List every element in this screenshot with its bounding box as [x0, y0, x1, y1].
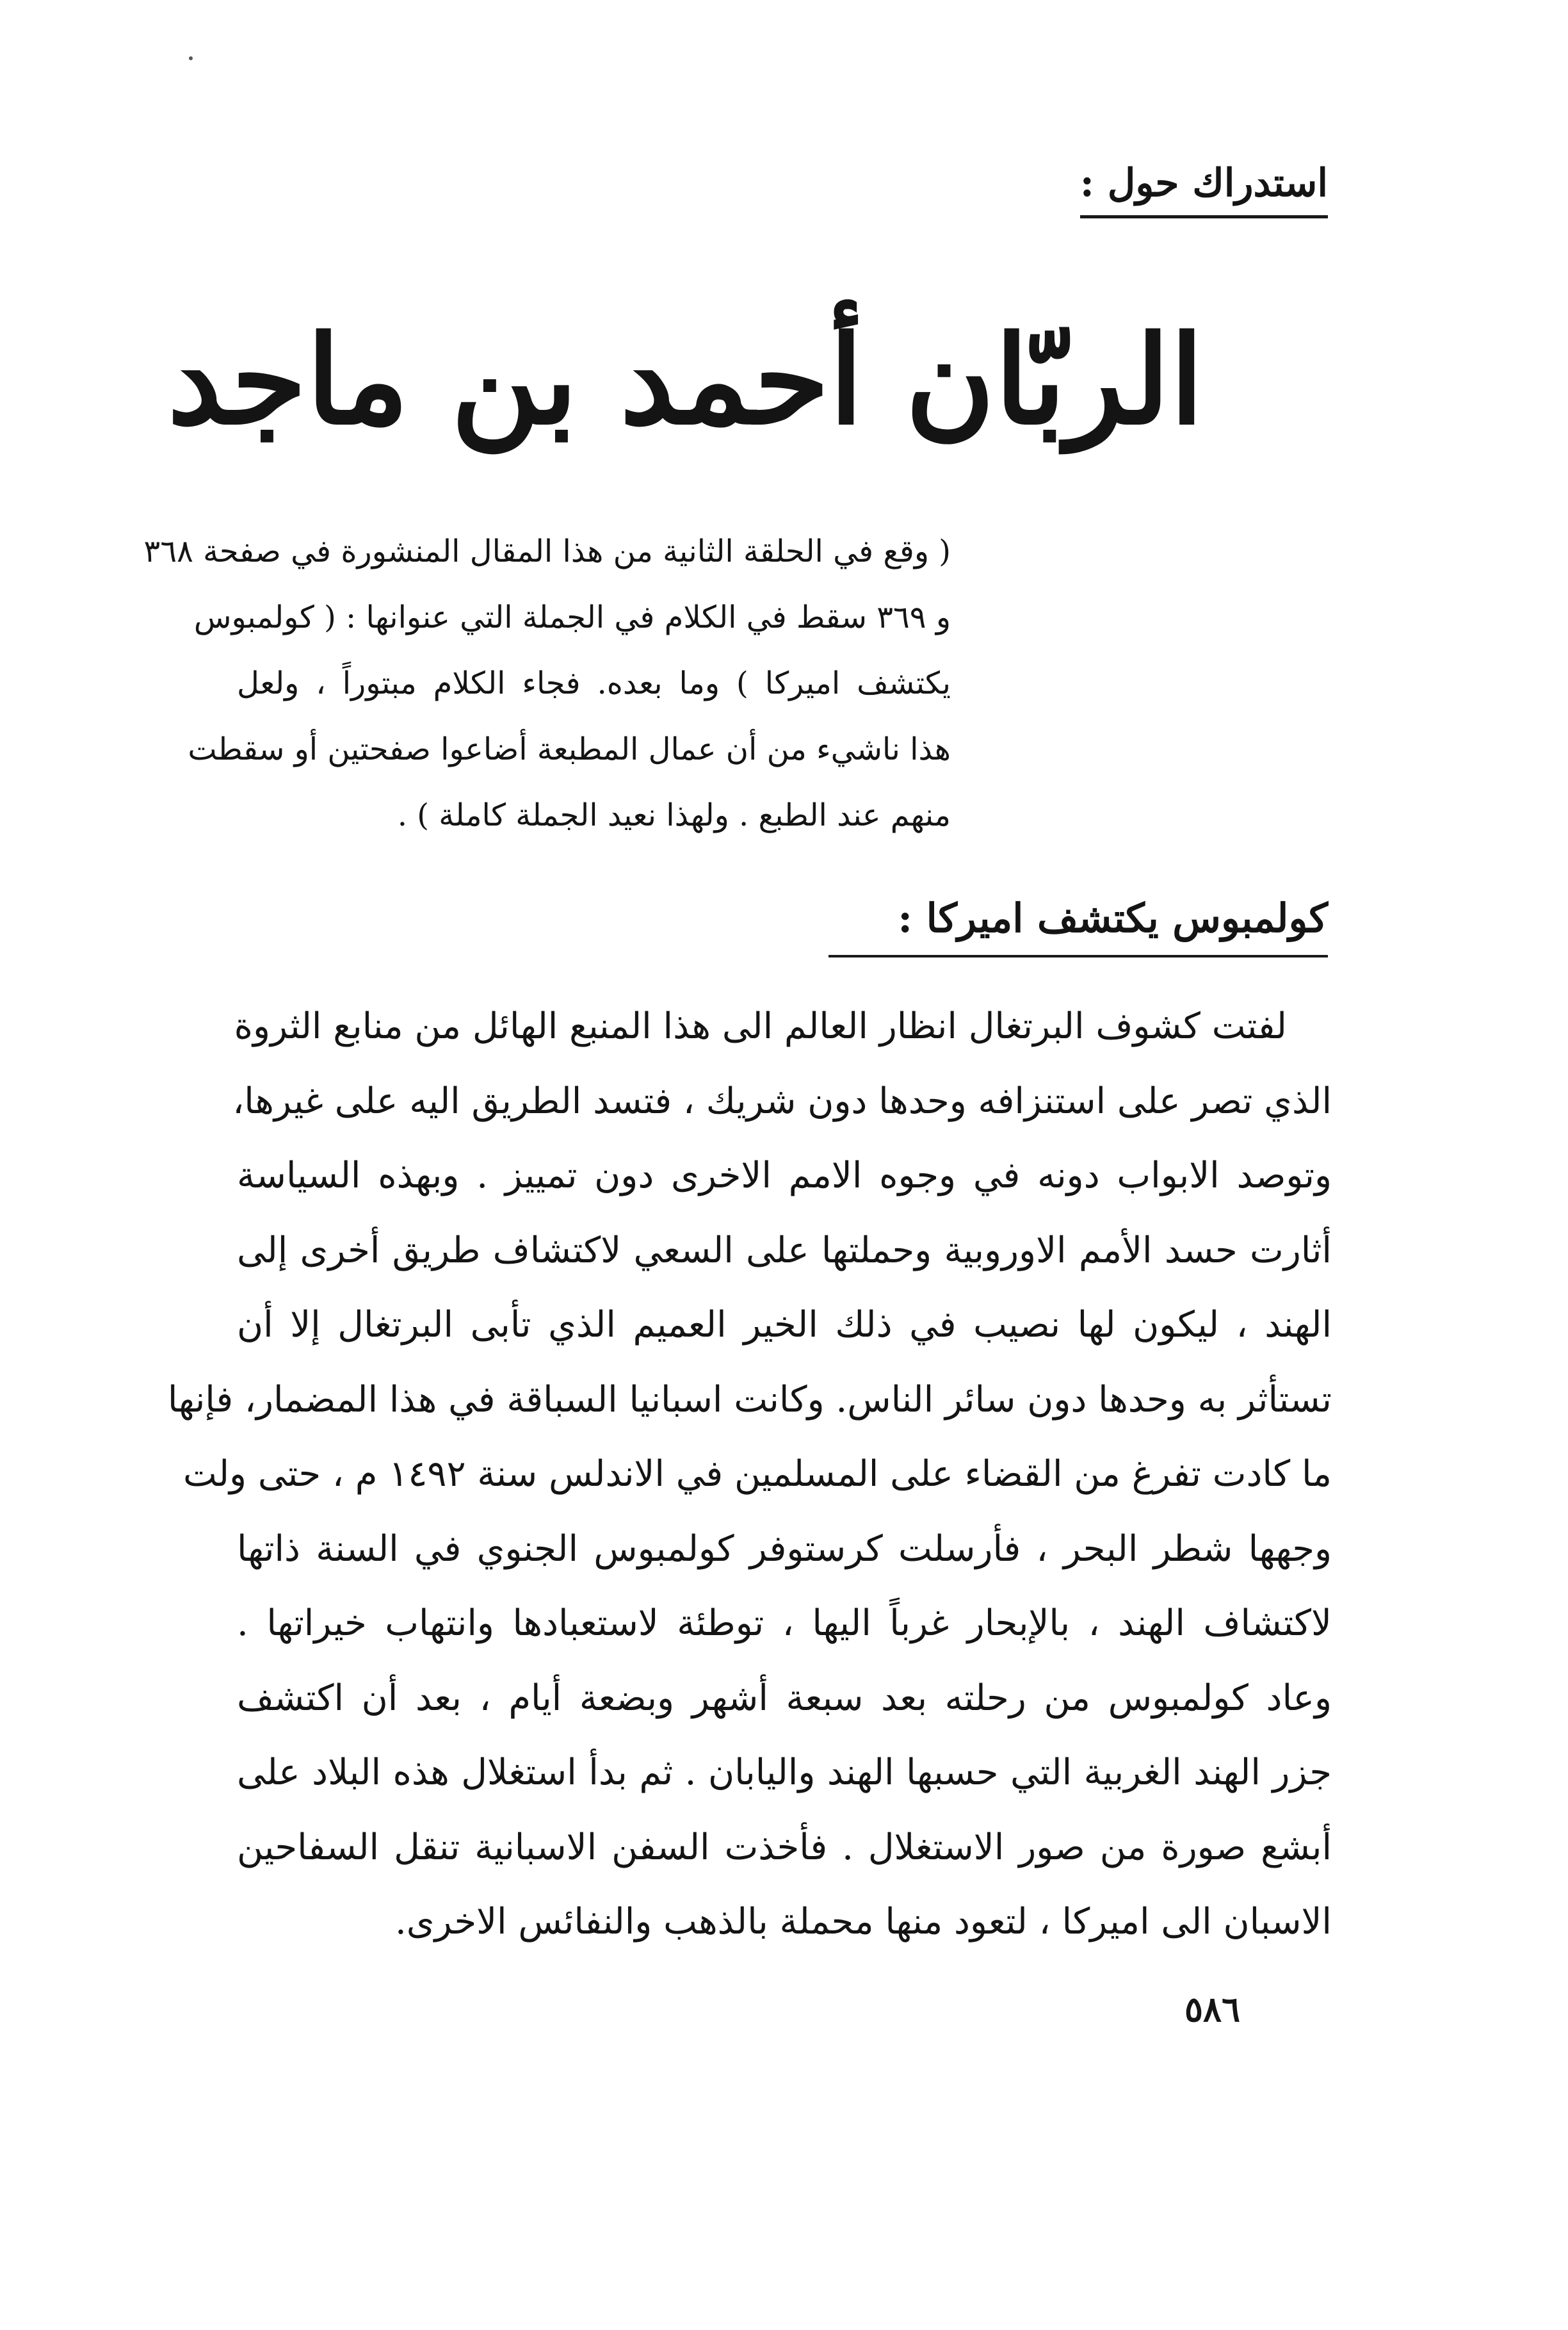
- body-paragraph: [167, 990, 1332, 1960]
- article-title: الربّان أحمد بن ماجد: [167, 309, 1204, 452]
- note-line: منهم عند الطبع . ولهذا نعيد الجملة كاملة ) .: [397, 797, 951, 833]
- body-line: الاسبان الى اميركا ، لتعود منها محملة بالذهب والنفائس الاخرى.: [394, 1901, 1332, 1943]
- body-line: وعاد كولمبوس من رحلته بعد سبعة أشهر وبضعة أيام ، بعد أن اكتشف: [237, 1677, 1332, 1719]
- scan-speck: [189, 56, 193, 60]
- body-line: وتوصد الابواب دونه في وجوه الامم الاخرى دون تمييز . وبهذه السياسة: [237, 1155, 1332, 1196]
- body-line: الذي تصر على استنزافه وحدها دون شريك ، فتسد الطريق اليه على غيرها،: [232, 1080, 1332, 1122]
- section-heading: كولمبوس يكتشف اميركا :: [828, 893, 1328, 957]
- section-label: استدراك حول :: [1080, 160, 1328, 218]
- page-number: ٥٨٦: [1184, 1989, 1241, 2030]
- note-line: ( وقع في الحلقة الثانية من هذا المقال المنشورة في صفحة ٣٦٨: [143, 534, 951, 569]
- body-line: أبشع صورة من صور الاستغلال . فأخذت السفن الاسبانية تنقل السفاحين: [237, 1826, 1332, 1868]
- body-line: الهند ، ليكون لها نصيب في ذلك الخير العميم الذي تأبى البرتغال إلا أن: [237, 1304, 1332, 1346]
- note-line: هذا ناشيء من أن عمال المطبعة أضاعوا صفحتين أو سقطت: [188, 731, 951, 767]
- note-line: و ٣٦٩ سقط في الكلام في الجملة التي عنوانها : ( كولمبوس: [193, 599, 951, 635]
- note-line: يكتشف اميركا ) وما بعده. فجاء الكلام مبتوراً ، ولعل: [237, 665, 951, 701]
- body-line: تستأثر به وحدها دون سائر الناس. وكانت اسبانيا السباقة في هذا المضمار، فإنها: [167, 1378, 1332, 1421]
- body-line: وجهها شطر البحر ، فأرسلت كرستوفر كولمبوس الجنوي في السنة ذاتها: [237, 1528, 1332, 1570]
- body-line: جزر الهند الغربية التي حسبها الهند واليابان . ثم بدأ استغلال هذه البلاد على: [237, 1752, 1332, 1793]
- body-line: أثارت حسد الأمم الاوروبية وحملتها على السعي لاكتشاف طريق أخرى إلى: [237, 1229, 1332, 1271]
- body-line: لفتت كشوف البرتغال انظار العالم الى هذا المنبع الهائل من منابع الثروة: [234, 1006, 1287, 1047]
- body-line: لاكتشاف الهند ، بالإبحار غرباً اليها ، توطئة لاستعبادها وانتهاب خيراتها .: [237, 1602, 1332, 1644]
- editorial-note: [143, 519, 951, 849]
- body-line: ما كادت تفرغ من القضاء على المسلمين في الاندلس سنة ١٤٩٢ م ، حتى ولت: [183, 1453, 1332, 1495]
